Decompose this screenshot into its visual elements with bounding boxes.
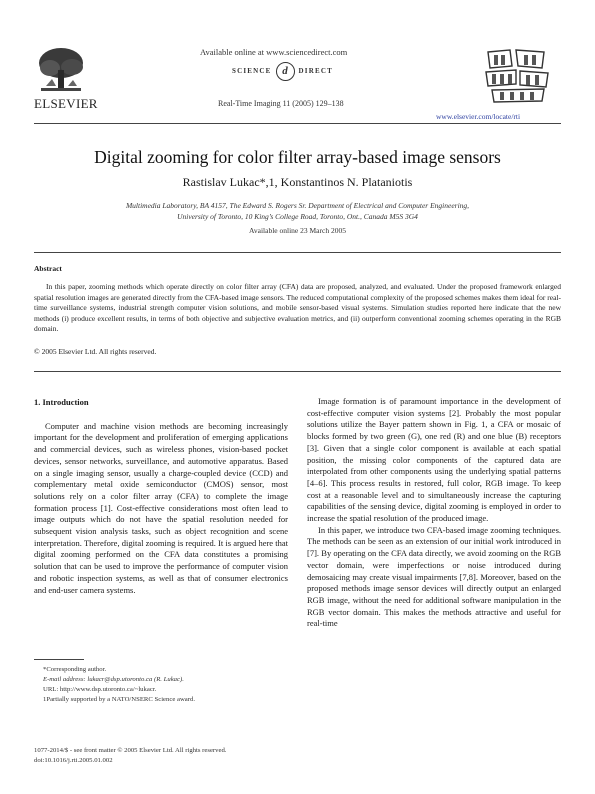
issn-line: 1077-2014/$ - see front matter © 2005 Elsevier Ltd. All rights reserved.: [34, 747, 227, 754]
intro-paragraph-1: Computer and machine vision methods are becoming increasingly important for the development and proliferation of emerging applications and commercial devices, such as wireless phones, vision-based pocket devices, sensor networks, surveillance, and automotive apparatus. Based on a single imaging sensor, usually a charge-coupled device (CCD) and complementary metal oxide semiconductor (CMOS) sensor, most solutions rely on a color filter array (CFA) to complete the image formation process [1]. Cost-effective considerations most often lead to image outputs which do not have the spatial resolution needed for subsequent vision analysis tasks, such as object recognition and scene interpretation. Therefore, digital zooming is required. It is argued here that digital zooming performed on the CFA data constitutes a promising solution that can be used to improve the performance of computer vision and robotic inspection systems, as well as that of consumer electronics and end-user camera systems.: [34, 420, 288, 595]
journal-url-link[interactable]: www.elsevier.com/locate/rti: [436, 112, 521, 121]
intro-paragraph-2: Image formation is of paramount importance in the development of cost-effective computer vision systems [2]. Probably the most popular solutions utilize the Bayer pattern shown in Fig. 1, a CFA or mosaic of blocks formed by two green (G), one red (R) and one blue (B) receptors [3]. Given that a single color component is available at each spatial position, the missing color components of the captured data are interpolated from other components using the underlying spatial patterns [4–6]. This process results in restored, full color, RGB image. To keep cost at a reasonable level and to simultaneously increase the capturing capabilities of the sensing device, digital zooming is employed in order to increase the spatial resolution of the produced image.: [307, 396, 561, 524]
article-authors: Rastislav Lukac*,1, Konstantinos N. Plataniotis: [182, 175, 413, 189]
elsevier-tree-logo-icon: [36, 46, 86, 94]
science-direct-left-text: SCIENCE: [232, 67, 272, 76]
bottom-matter: [34, 746, 226, 766]
abstract-text: In this paper, zooming methods which operate directly on color filter array (CFA) data are proposed, analyzed, and evaluated. Under the proposed framework enlarged spatial resolution images are generated directly from the CFA-based image sensors. The reduced computational complexity of the proposed schemes makes them ideal for real-time surveillance systems, industrial strength computer vision solutions, and mobile sensor-based visual systems. Simulation studies reported here indicate that the new methods (i) produce excellent results, in terms of both objective and subjective evaluation metrics, and (ii) outperform conventional zooming schemes operating in the RGB domain.: [34, 282, 561, 334]
section-heading-introduction: 1. Introduction: [34, 397, 89, 407]
intro-paragraph-3: In this paper, we introduce two CFA-based image zooming techniques. The methods can be seen as an extension of our initial work introduced in [7]. By operating on the CFA data directly, we avoid zooming on the RGB vector domain, were imperfections or noise introduced during demosaicing may create visual impairments [7,8]. Moreover, based on the proposed methods image sensor devices will directly output an enlarged RGB image, without the need for additional software manipulation in the RGB vector domain. This makes the methods attractive and useful for real-time: [307, 524, 561, 629]
footnote-corresponding: *Corresponding author.: [43, 666, 107, 673]
article-title: Digital zooming for color filter array-based image sensors: [94, 147, 501, 167]
science-direct-logo: [232, 62, 333, 81]
footnote-email[interactable]: E-mail address: lukacr@dsp.utoronto.ca (R. Lukac).: [43, 676, 184, 683]
abstract-bottom-divider: [34, 371, 561, 372]
abstract-heading: Abstract: [34, 264, 62, 273]
footnotes: [34, 665, 288, 705]
available-online-date: Available online 23 March 2005: [249, 226, 346, 235]
doi-line[interactable]: doi:10.1016/j.rti.2005.01.002: [34, 757, 113, 764]
header-divider: [34, 123, 561, 124]
author-affiliation: [0, 200, 595, 222]
footnote-url[interactable]: URL: http://www.dsp.utoronto.ca/~lukacr.: [43, 686, 157, 693]
left-column: [34, 397, 288, 596]
right-column: [307, 396, 561, 630]
affiliation-line-1: Multimedia Laboratory, BA 4157, The Edward S. Rogers Sr. Department of Electrical and Computer Engineering,: [125, 201, 470, 210]
affiliation-line-2: University of Toronto, 10 King’s College Road, Toronto, Ont., Canada M5S 3G4: [177, 212, 418, 221]
publisher-name: ELSEVIER: [34, 96, 98, 111]
science-direct-right-text: DIRECT: [298, 67, 333, 76]
abstract-copyright: © 2005 Elsevier Ltd. All rights reserved.: [34, 347, 157, 356]
footnote-divider: [34, 659, 84, 660]
journal-cover-logo-icon: [482, 46, 554, 104]
footnote-support: 1Partially supported by a NATO/NSERC Science award.: [43, 696, 195, 703]
journal-reference: Real-Time Imaging 11 (2005) 129–138: [218, 99, 344, 108]
abstract-top-divider: [34, 252, 561, 253]
science-direct-mark-icon: d: [276, 62, 295, 81]
available-online-banner[interactable]: Available online at www.sciencedirect.com: [200, 47, 348, 57]
